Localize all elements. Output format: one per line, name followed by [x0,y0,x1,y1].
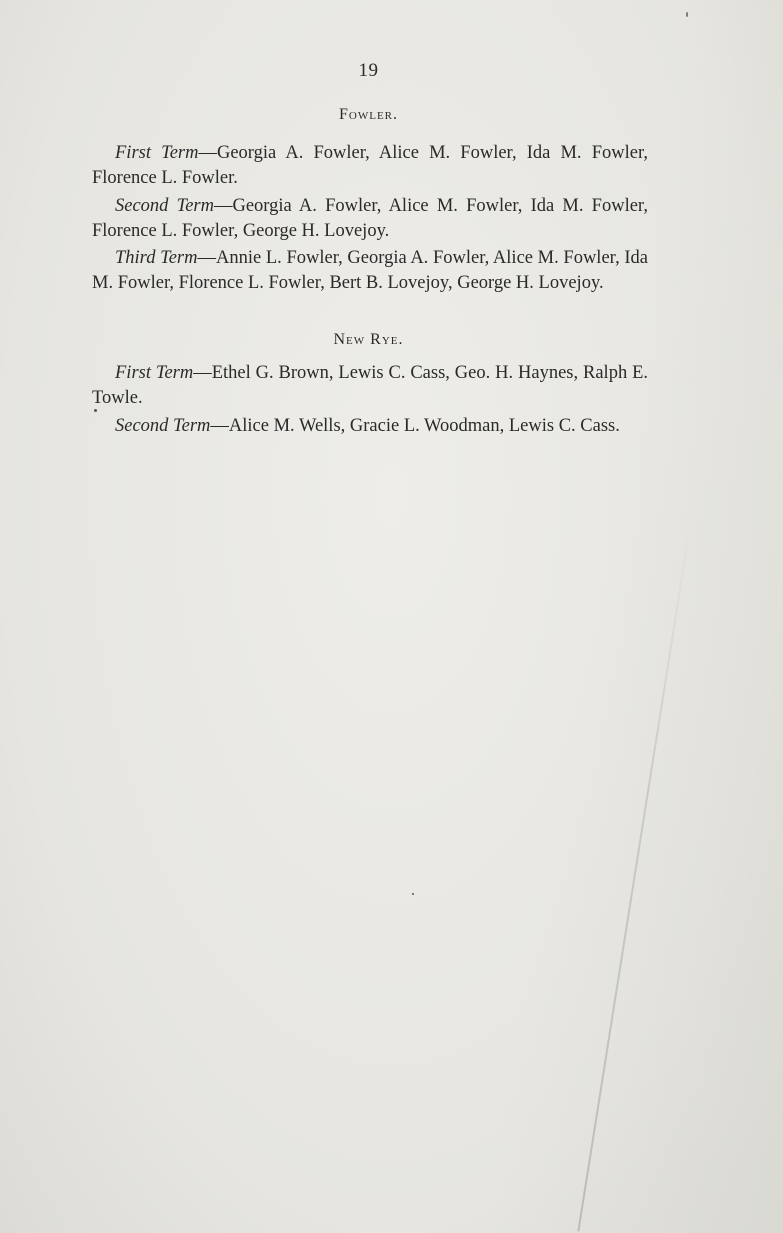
term-names: —Ethel G. Brown, Lewis C. Cass, Geo. H. Haynes, Ralph E. Towle. [92,363,648,408]
ink-speck [686,12,688,17]
entry-fowler-third-term [92,246,648,296]
term-names: —Alice M. Wells, Gracie L. Woodman, Lewis C. Cass. [210,416,620,436]
section-heading-new-rye: New Rye. [333,331,404,348]
entry-fowler-first-term [92,141,648,191]
entry-new-rye-second-term [92,414,648,439]
entry-fowler-second-term [92,194,648,244]
section-heading-fowler: Fowler. [339,106,398,123]
term-names: —Annie L. Fowler, Georgia A. Fowler, Alice M. Fowler, Ida M. Fowler, Florence L. Fowler, Bert B. Lovejoy, George H. Lovejoy. [92,248,648,293]
term-names: —Georgia A. Fowler, Alice M. Fowler, Ida M. Fowler, Florence L. Fowler, George H. Lovejoy. [92,196,648,241]
ink-speck [94,409,97,412]
term-label: Third Term [115,248,198,268]
term-label: First Term [115,363,194,383]
page-fold-shadow [577,520,692,1231]
term-label: Second Term [115,416,211,436]
page-number: 19 [358,60,379,81]
term-label: First Term [115,143,199,163]
entry-new-rye-first-term [92,361,648,411]
term-names: —Georgia A. Fowler, Alice M. Fowler, Ida M. Fowler, Florence L. Fowler. [92,143,648,188]
ink-speck [412,893,414,895]
term-label: Second Term [115,196,214,216]
